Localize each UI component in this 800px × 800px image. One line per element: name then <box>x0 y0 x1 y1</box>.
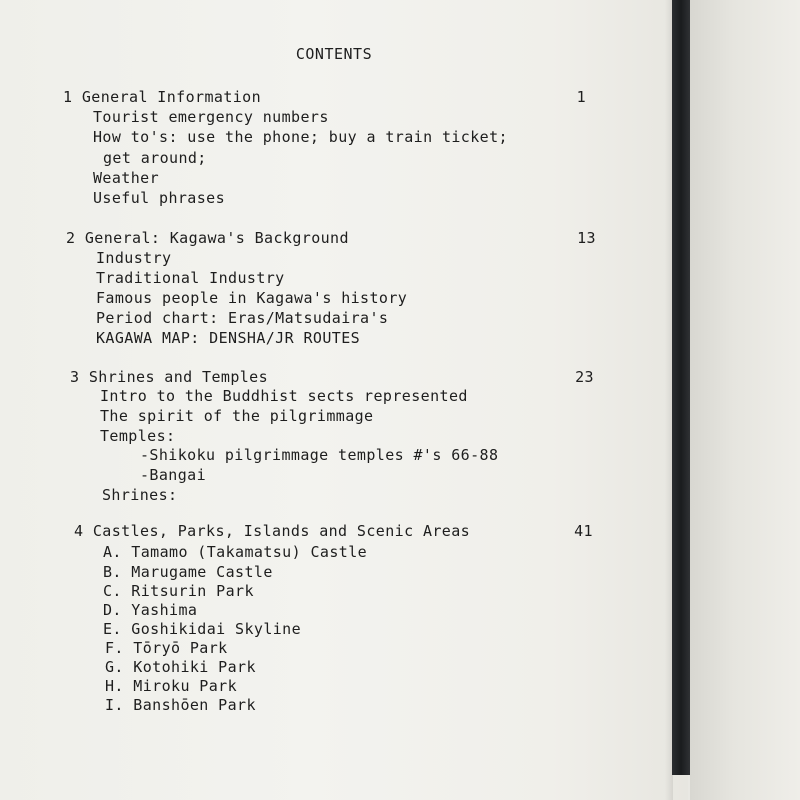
section-3-item: Shrines: <box>102 486 178 504</box>
section-3-heading: 3 Shrines and Temples <box>70 368 269 386</box>
section-4-item: I. Banshōen Park <box>105 696 256 714</box>
section-4-item: H. Miroku Park <box>105 677 238 695</box>
section-1-item: Weather <box>93 169 160 187</box>
section-3-page: 23 <box>575 368 594 386</box>
section-4-item: C. Ritsurin Park <box>103 582 254 600</box>
section-3-item: -Bangai <box>140 466 207 484</box>
section-2-heading: 2 General: Kagawa's Background <box>66 229 349 247</box>
section-2-item: KAGAWA MAP: DENSHA/JR ROUTES <box>96 329 361 347</box>
section-3-item: -Shikoku pilgrimmage temples #'s 66-88 <box>140 446 499 464</box>
section-2-item: Famous people in Kagawa's history <box>96 289 408 307</box>
section-2-item: Period chart: Eras/Matsudaira's <box>96 309 389 327</box>
section-1-page: 1 <box>576 88 586 106</box>
section-4-item: G. Kotohiki Park <box>105 658 256 676</box>
section-1-item: How to's: use the phone; buy a train ticket; <box>93 128 508 146</box>
section-1-item: Useful phrases <box>93 189 226 207</box>
section-1-heading: 1 General Information <box>63 88 262 106</box>
section-4-item: A. Tamamo (Takamatsu) Castle <box>103 543 368 561</box>
section-2-item: Traditional Industry <box>96 269 285 287</box>
section-4-page: 41 <box>574 522 593 540</box>
section-3-item: Temples: <box>100 427 176 445</box>
section-4-item: F. Tōryō Park <box>105 639 228 657</box>
section-1-item: Tourist emergency numbers <box>93 108 329 126</box>
section-3-item: The spirit of the pilgrimmage <box>100 407 374 425</box>
book-spine <box>672 0 690 775</box>
section-2-item: Industry <box>96 249 172 267</box>
section-3-item: Intro to the Buddhist sects represented <box>100 387 468 405</box>
section-2-page: 13 <box>577 229 596 247</box>
contents-title: CONTENTS <box>295 45 373 63</box>
section-4-item: E. Goshikidai Skyline <box>103 620 302 638</box>
facing-page <box>690 0 800 800</box>
section-1-item: get around; <box>103 149 207 167</box>
section-4-item: D. Yashima <box>103 601 198 619</box>
section-4-item: B. Marugame Castle <box>103 563 273 581</box>
section-4-heading: 4 Castles, Parks, Islands and Scenic Areas <box>74 522 471 540</box>
